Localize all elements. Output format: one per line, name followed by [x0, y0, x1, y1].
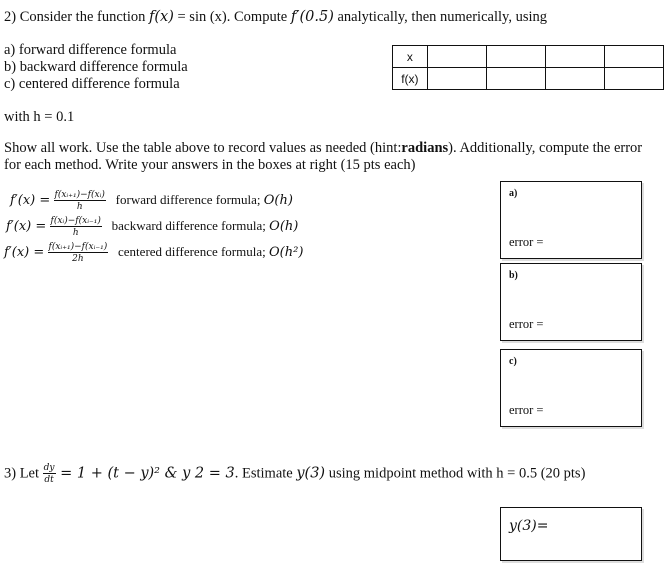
problem2-intro	[4, 9, 547, 26]
table-cell[interactable]	[545, 68, 604, 90]
table-row	[393, 68, 664, 90]
y3-answer-label: y(3)=	[509, 518, 549, 534]
ode-equation: = 1 + (t − y)² & y 2 = 3	[55, 465, 235, 482]
values-table	[392, 45, 664, 90]
formula-lhs: f′(x) =	[6, 218, 47, 234]
table-cell[interactable]	[427, 46, 486, 68]
formula-forward	[10, 190, 293, 212]
formula-order: O(h)	[263, 192, 293, 208]
compute-text: . Compute	[226, 9, 288, 25]
problem3-middle: . Estimate	[234, 465, 293, 482]
method-a: a) forward difference formula	[4, 42, 177, 58]
intro-suffix: analytically, then numerically, using	[337, 9, 547, 25]
problem3-statement	[4, 463, 585, 485]
intro-prefix: 2) Consider the function	[4, 9, 146, 25]
instructions-bold: radians	[401, 140, 449, 156]
method-b: b) backward difference formula	[4, 59, 188, 75]
table-cell[interactable]	[486, 68, 545, 90]
table-cell[interactable]	[545, 46, 604, 68]
formula-order: O(h²)	[269, 244, 304, 260]
function-arg: (x)	[154, 9, 174, 25]
function-rhs: sin (x)	[189, 9, 227, 25]
instructions-text: Show all work. Use the table above to record values as needed (hint:	[4, 140, 402, 156]
row-label-fx: f(x)	[393, 68, 428, 90]
function-lhs: f	[148, 9, 155, 25]
answer-label: a)	[509, 188, 518, 199]
derivative-denominator: dt	[44, 475, 54, 485]
step-size: with h = 0.1	[4, 109, 75, 125]
function-equals: =	[173, 9, 190, 25]
problem3-target: y(3)	[296, 465, 326, 482]
formula-numerator: f(xᵢ)−f(xᵢ₋₁)	[50, 216, 101, 226]
formula-denominator: h	[72, 228, 79, 238]
answer-box-y3[interactable]	[500, 507, 642, 561]
formula-denominator: h	[76, 202, 83, 212]
error-label: error =	[509, 403, 544, 417]
error-label: error =	[509, 317, 544, 331]
table-cell[interactable]	[604, 46, 663, 68]
problem3-prefix: 3) Let	[4, 465, 40, 482]
answer-label: b)	[509, 270, 518, 281]
formula-denominator: 2h	[72, 254, 84, 264]
instructions-line1	[4, 140, 642, 157]
formula-backward	[6, 216, 298, 238]
table-cell[interactable]	[427, 68, 486, 90]
formula-fraction	[48, 242, 109, 264]
formula-centered	[4, 242, 303, 264]
answer-box-b[interactable]	[500, 263, 642, 341]
formula-fraction	[50, 216, 102, 238]
answer-label: c)	[509, 356, 517, 367]
formula-label: centered difference formula;	[118, 243, 266, 259]
formula-fraction	[54, 190, 106, 212]
table-cell[interactable]	[604, 68, 663, 90]
table-cell[interactable]	[486, 46, 545, 68]
error-label: error =	[509, 235, 544, 249]
formula-order: O(h)	[269, 218, 299, 234]
derivative-fraction	[43, 463, 56, 485]
formula-label: forward difference formula;	[115, 191, 261, 207]
formula-numerator: f(xᵢ₊₁)−f(xᵢ₋₁)	[48, 242, 108, 252]
formula-lhs: f′(x) =	[10, 192, 51, 208]
instructions-text-end: ). Additionally, compute the error	[448, 140, 643, 156]
problem3-suffix: using midpoint method with h = 0.5 (20 pts)	[328, 465, 586, 482]
table-row	[393, 46, 664, 68]
row-label-x: x	[393, 46, 428, 68]
answer-box-c[interactable]	[500, 349, 642, 427]
formula-numerator: f(xᵢ₊₁)−f(xᵢ)	[54, 190, 105, 200]
derivative-numerator: dy	[43, 463, 55, 473]
answer-box-a[interactable]	[500, 181, 642, 259]
instructions-line2: for each method. Write your answers in the boxes at right (15 pts each)	[4, 157, 416, 173]
fprime-target: f′(0.5)	[290, 9, 334, 25]
formula-lhs: f′(x) =	[4, 244, 45, 260]
formula-label: backward difference formula;	[111, 217, 266, 233]
method-c: c) centered difference formula	[4, 76, 180, 92]
